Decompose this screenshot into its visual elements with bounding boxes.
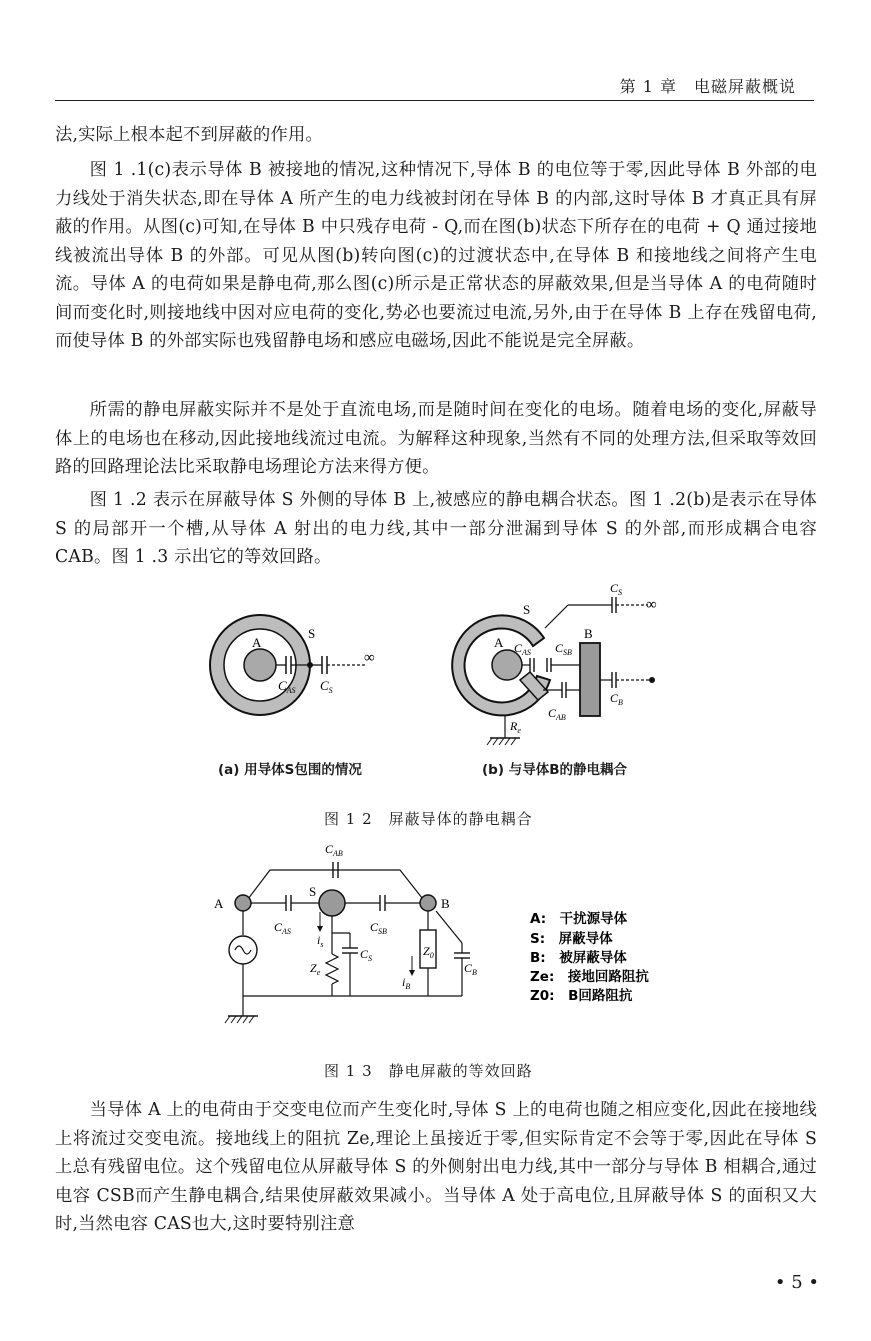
- svg-text:CSB: $C_{SB}$: [370, 920, 387, 936]
- label-CAS: $C_{AS}$: [514, 641, 531, 657]
- legend-item: B: 被屏蔽导体: [530, 950, 627, 966]
- svg-text:S: S: [309, 884, 317, 899]
- svg-text:Z0: $Z_0$: [423, 944, 434, 960]
- svg-text:A: A: [214, 896, 224, 911]
- label-A: A: [252, 635, 262, 650]
- label-Re: $R_e$: [510, 719, 521, 735]
- figure-1-3-diagram: [200, 838, 680, 1033]
- label-CAS: $C_{AS}$: [278, 678, 296, 695]
- running-header: [55, 74, 814, 101]
- figure-1-2-diagram: [200, 580, 680, 755]
- figure-1-3-legend: [530, 910, 649, 1004]
- figure-1-2a-caption: (a) 用导体S包围的情况: [218, 762, 362, 778]
- svg-text:CB: $C_B$: [464, 961, 477, 977]
- svg-text:Ze: $Z_e$: [310, 961, 321, 977]
- legend-item: A: 干扰源导体: [530, 911, 628, 927]
- svg-text:B: B: [441, 896, 450, 911]
- label-CB: $C_B$: [610, 691, 623, 707]
- infinity-symbol: ∞: [364, 650, 375, 666]
- svg-text:CAB: $C_{AB}$: [325, 842, 343, 858]
- label-B: B: [584, 626, 593, 641]
- infinity-symbol: ∞: [646, 597, 657, 613]
- legend-item: Ze: 接地回路阻抗: [530, 969, 649, 985]
- chapter-title: 第 1 章 电磁屏蔽概说: [619, 77, 796, 96]
- figure-1-2b: [452, 581, 657, 745]
- svg-text:CS: $C_S$: [360, 947, 373, 963]
- figure-1-3-labels: [214, 842, 477, 991]
- legend-item: Z0: B回路阻抗: [530, 988, 633, 1004]
- paragraph-1: 法,实际上根本起不到屏蔽的作用。: [55, 125, 323, 145]
- legend-item: S: 屏蔽导体: [530, 931, 613, 947]
- figure-1-2b-caption: (b) 与导体B的静电耦合: [482, 762, 627, 778]
- paragraph-4: 图 1 .2 表示在屏蔽导体 S 外侧的导体 B 上,被感应的静电耦合状态。图 1 .2(b)是表示在导体 S 的局部开一个槽,从导体 A 射出的电力线,其中一部分泄漏到导体 S 的外部,而形成耦合电容 CAB。图 1 .3 示出它的等效回路。: [55, 490, 817, 567]
- label-CSB: $C_{SB}$: [555, 641, 572, 657]
- label-S: S: [308, 626, 316, 641]
- svg-text:iB: $i_B$: [402, 975, 411, 991]
- paragraph-2: 图 1 .1(c)表示导体 B 被接地的情况,这种情况下,导体 B 的电位等于零,因此导体 B 外部的电力线处于消失状态,即在导体 A 所产生的电力线被封闭在导体 B 的内部,这时导体 B 才真正具有屏蔽的作用。从图(c)可知,在导体 B 中只残存电荷 - Q,而在图(b)状态下所存在的电荷 + Q 通过接地线被流出导体 B 的外部。可见从图(b)转向图(c)的过渡状态中,在导体 B 和接地线之间将产生电流。导体 A 的电荷如果是静电荷,那么图(c)所示是正常状态的屏蔽效果,但是当导体 A 的电荷随时间而变化时,则接地线中因对应电荷的变化,势必也要流过电流,另外,由于在导体 B 上存在残留电荷,而使导体 B 的外部实际也残留静电场和感应电磁场,因此不能说是完全屏蔽。: [55, 160, 817, 351]
- label-A: A: [494, 635, 504, 650]
- label-S: S: [523, 602, 531, 617]
- page-number: • 5 •: [774, 1272, 819, 1293]
- svg-text:CAS: $C_{AS}$: [274, 920, 291, 936]
- paragraph-3: 所需的静电屏蔽实际并不是处于直流电场,而是随时间在变化的电场。随着电场的变化,屏蔽导体上的电场也在移动,因此接地线流过电流。为解释这种现象,当然有不同的处理方法,但采取等效回路的回路理论法比采取静电场理论方法来得方便。: [55, 400, 817, 477]
- label-CS: $C_S$: [610, 581, 623, 597]
- label-CAB: $C_{AB}$: [548, 706, 566, 722]
- figure-1-2-caption: 图 1 2 屏蔽导体的静电耦合: [324, 810, 533, 828]
- svg-text:is: $i_s$: [317, 933, 324, 949]
- paragraph-5: 当导体 A 上的电荷由于交变电位而产生变化时,导体 S 上的电荷也随之相应变化,因此在接地线上将流过交变电流。接地线上的阻抗 Ze,理论上虽接近于零,但实际肯定不会等于零,因此在导体 S 上总有残留电位。这个残留电位从屏蔽导体 S 的外侧射出电力线,其中一部分与导体 B 相耦合,通过电容 CSB而产生静电耦合,结果使屏蔽效果减小。当导体 A 处于高电位,且屏蔽导体 S 的面积又大时,当然电容 CAS也大,这时要特别注意: [55, 1100, 817, 1234]
- figure-1-3-caption: 图 1 3 静电屏蔽的等效回路: [324, 1062, 533, 1080]
- figure-1-2a: [210, 615, 375, 715]
- label-CS: $C_S$: [320, 678, 333, 695]
